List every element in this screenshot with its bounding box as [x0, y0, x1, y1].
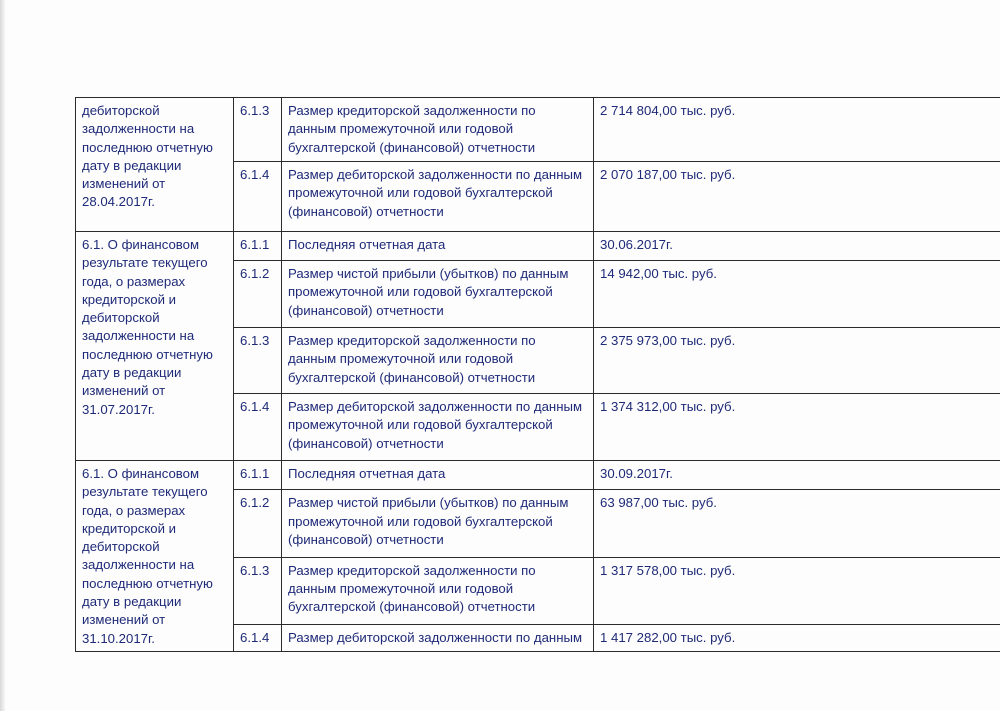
indicator-value: 63 987,00 тыс. руб. — [594, 490, 1000, 558]
indicator-name: Размер дебиторской задолженности по данным — [282, 625, 594, 652]
indicator-value: 14 942,00 тыс. руб. — [594, 261, 1000, 328]
row-number: 6.1.4 — [234, 394, 282, 461]
indicator-name: Последняя отчетная дата — [282, 232, 594, 261]
financial-results-table — [75, 97, 1000, 652]
row-number: 6.1.1 — [234, 232, 282, 261]
section-title-cell — [76, 232, 234, 461]
row-number: 6.1.4 — [234, 625, 282, 652]
indicator-name: Размер чистой прибыли (убытков) по данным промежуточной или годовой бухгалтерской (финансовой) отчетности — [282, 261, 594, 328]
row-number: 6.1.1 — [234, 461, 282, 490]
row-number: 6.1.2 — [234, 490, 282, 558]
indicator-value: 1 417 282,00 тыс. руб. — [594, 625, 1000, 652]
section-title: 6.1. О финансовом результате текущего года, о размерах кредиторской и дебиторской задолженности на последнюю отчетную дату в редакции изменений от 31.10.2017г. — [82, 466, 213, 646]
table-row — [76, 98, 1000, 162]
section-title-cell — [76, 98, 234, 232]
row-number: 6.1.3 — [234, 557, 282, 625]
scan-edge-shadow — [0, 0, 6, 711]
indicator-name: Последняя отчетная дата — [282, 461, 594, 490]
table-row — [76, 232, 1000, 261]
section-title: дебиторской задолженности на последнюю отчетную дату в редакции изменений от 28.04.2017г. — [82, 103, 213, 210]
row-number: 6.1.2 — [234, 261, 282, 328]
row-number: 6.1.3 — [234, 328, 282, 394]
indicator-name: Размер кредиторской задолженности по данным промежуточной или годовой бухгалтерской (финансовой) отчетности — [282, 328, 594, 394]
indicator-name: Размер кредиторской задолженности по данным промежуточной или годовой бухгалтерской (финансовой) отчетности — [282, 557, 594, 625]
indicator-value: 1 374 312,00 тыс. руб. — [594, 394, 1000, 461]
indicator-value: 30.06.2017г. — [594, 232, 1000, 261]
row-number: 6.1.3 — [234, 98, 282, 162]
indicator-value: 1 317 578,00 тыс. руб. — [594, 557, 1000, 625]
indicator-value: 30.09.2017г. — [594, 461, 1000, 490]
indicator-name: Размер дебиторской задолженности по данным промежуточной или годовой бухгалтерской (финансовой) отчетности — [282, 394, 594, 461]
indicator-name: Размер чистой прибыли (убытков) по данным промежуточной или годовой бухгалтерской (финансовой) отчетности — [282, 490, 594, 558]
section-title-cell — [76, 461, 234, 652]
indicator-name: Размер кредиторской задолженности по данным промежуточной или годовой бухгалтерской (финансовой) отчетности — [282, 98, 594, 162]
row-number: 6.1.4 — [234, 162, 282, 232]
indicator-value: 2 070 187,00 тыс. руб. — [594, 162, 1000, 232]
table-row — [76, 461, 1000, 490]
section-title: 6.1. О финансовом результате текущего года, о размерах кредиторской и дебиторской задолженности на последнюю отчетную дату в редакции изменений от 31.07.2017г. — [82, 237, 213, 417]
indicator-value: 2 375 973,00 тыс. руб. — [594, 328, 1000, 394]
indicator-name: Размер дебиторской задолженности по данным промежуточной или годовой бухгалтерской (финансовой) отчетности — [282, 162, 594, 232]
indicator-value: 2 714 804,00 тыс. руб. — [594, 98, 1000, 162]
